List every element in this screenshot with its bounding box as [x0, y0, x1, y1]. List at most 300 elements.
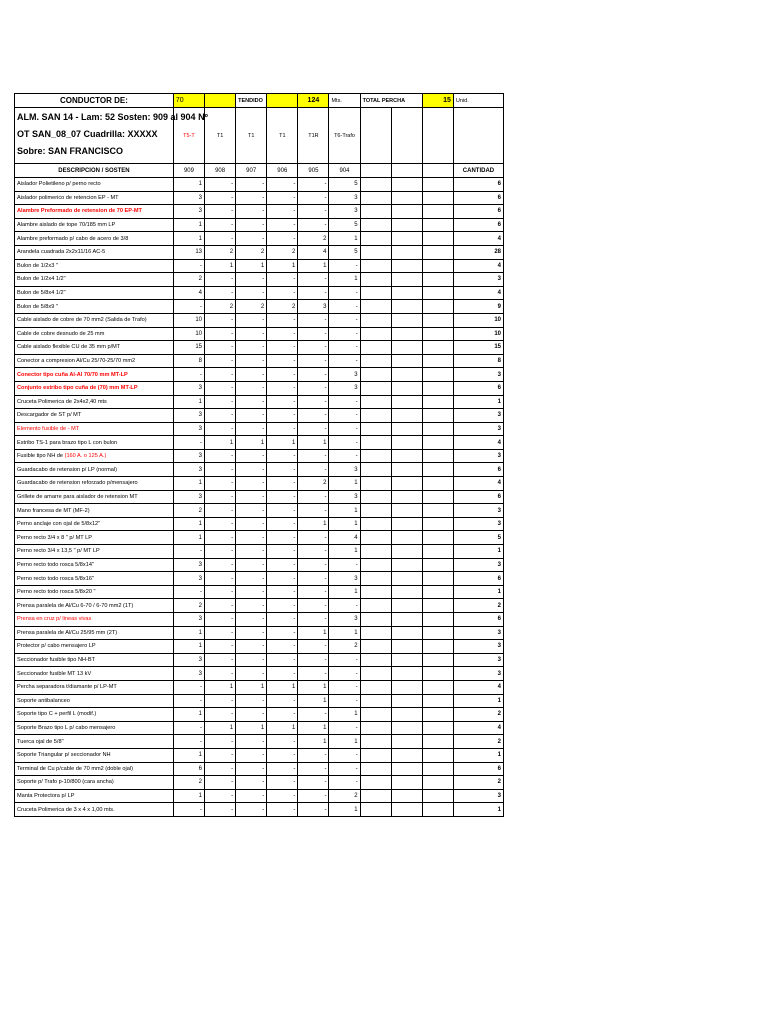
empty-cell: [360, 748, 391, 762]
item-qty-cell: 3: [298, 300, 329, 314]
item-total: 6: [453, 178, 503, 192]
item-qty-cell: -: [236, 762, 267, 776]
empty-cell: [360, 313, 391, 327]
item-qty-cell: 1: [236, 680, 267, 694]
item-qty-cell: 10: [173, 327, 204, 341]
item-total: 2: [453, 776, 503, 790]
item-qty-cell: -: [267, 613, 298, 627]
empty-cell: [422, 572, 453, 586]
item-qty-cell: -: [298, 585, 329, 599]
empty-cell: [422, 218, 453, 232]
item-qty-cell: -: [236, 803, 267, 817]
item-qty-cell: -: [236, 653, 267, 667]
item-qty-cell: -: [329, 327, 360, 341]
empty-cell: [422, 490, 453, 504]
item-qty-cell: -: [329, 776, 360, 790]
item-total: 3: [453, 504, 503, 518]
empty-cell: [360, 490, 391, 504]
item-qty-cell: -: [267, 477, 298, 491]
empty-cell: [360, 381, 391, 395]
item-description: Manta Protectora p/ LP: [15, 789, 174, 803]
item-qty-cell: -: [205, 178, 236, 192]
item-qty-cell: -: [205, 585, 236, 599]
item-qty-cell: 2: [205, 245, 236, 259]
table-row: [15, 422, 504, 436]
type-col-5: T1R: [298, 108, 329, 164]
item-qty-cell: -: [329, 558, 360, 572]
sosten-empty: [360, 164, 391, 178]
item-qty-cell: -: [267, 667, 298, 681]
item-description: Bulon de 1/2x3 ": [15, 259, 174, 273]
type-col-1: T5-T: [173, 108, 204, 164]
item-qty-cell: -: [329, 395, 360, 409]
empty-cell: [422, 368, 453, 382]
table-row: [15, 585, 504, 599]
item-total: 1: [453, 545, 503, 559]
item-qty-cell: -: [267, 232, 298, 246]
item-qty-cell: -: [298, 449, 329, 463]
empty-cell: [360, 626, 391, 640]
item-qty-cell: -: [236, 232, 267, 246]
empty-cell: [422, 585, 453, 599]
item-qty-cell: -: [329, 354, 360, 368]
item-total: 2: [453, 599, 503, 613]
item-qty-cell: -: [236, 205, 267, 219]
item-qty-cell: -: [298, 354, 329, 368]
empty-cell: [422, 762, 453, 776]
empty-cell: [391, 245, 422, 259]
item-qty-cell: -: [298, 381, 329, 395]
empty-cell: [360, 286, 391, 300]
item-description: Seccionador fusible tipo NH-BT: [15, 653, 174, 667]
item-total: 3: [453, 422, 503, 436]
item-description: Cable de cobre desnudo de 25 mm: [15, 327, 174, 341]
item-qty-cell: -: [298, 490, 329, 504]
item-total: 1: [453, 748, 503, 762]
item-qty-cell: -: [298, 205, 329, 219]
item-qty-cell: -: [298, 395, 329, 409]
item-total: 4: [453, 721, 503, 735]
item-qty-cell: -: [236, 504, 267, 518]
item-total: 28: [453, 245, 503, 259]
item-qty-cell: -: [329, 436, 360, 450]
table-row: [15, 572, 504, 586]
item-qty-cell: 3: [173, 449, 204, 463]
sosten-4: 906: [267, 164, 298, 178]
header-info-row: [15, 108, 504, 164]
empty-cell: [360, 191, 391, 205]
table-row: [15, 680, 504, 694]
item-total: 6: [453, 490, 503, 504]
item-qty-cell: -: [267, 178, 298, 192]
item-total: 3: [453, 368, 503, 382]
table-row: [15, 735, 504, 749]
type-col-2: T1: [205, 108, 236, 164]
item-description: Conjunto estribo tipo cuña de (70) mm MT-LP: [15, 381, 174, 395]
item-qty-cell: -: [236, 422, 267, 436]
item-qty-cell: 2: [329, 789, 360, 803]
item-qty-cell: 3: [173, 653, 204, 667]
item-total: 3: [453, 517, 503, 531]
item-description: Conector tipo cuña Al-Al 70/70 mm MT-LP: [15, 368, 174, 382]
item-qty-cell: -: [267, 626, 298, 640]
item-total: 15: [453, 341, 503, 355]
item-qty-cell: 13: [173, 245, 204, 259]
item-description: Fusible tipo NH de (160 A. o 125 A.): [15, 449, 174, 463]
table-row: [15, 449, 504, 463]
item-qty-cell: -: [298, 599, 329, 613]
type-col-empty: [422, 108, 453, 164]
item-qty-cell: 3: [173, 409, 204, 423]
item-qty-cell: -: [267, 640, 298, 654]
item-qty-cell: 1: [236, 721, 267, 735]
item-total: 10: [453, 327, 503, 341]
item-total: 6: [453, 572, 503, 586]
item-qty-cell: 2: [173, 776, 204, 790]
item-total: 3: [453, 789, 503, 803]
item-qty-cell: -: [267, 490, 298, 504]
item-qty-cell: -: [329, 449, 360, 463]
empty-cell: [391, 789, 422, 803]
item-qty-cell: -: [267, 341, 298, 355]
empty-cell: [422, 300, 453, 314]
sosten-empty: [422, 164, 453, 178]
empty-cell: [422, 286, 453, 300]
item-qty-cell: -: [329, 762, 360, 776]
empty-cell: [360, 613, 391, 627]
item-qty-cell: 5: [329, 178, 360, 192]
item-total: 4: [453, 232, 503, 246]
item-qty-cell: -: [329, 313, 360, 327]
item-qty-cell: 1: [298, 626, 329, 640]
item-description: Cruceta Polimerica de 2x4x2,40 mts: [15, 395, 174, 409]
item-description: Conector a compresion Al/Cu 25/70-25/70 mm2: [15, 354, 174, 368]
item-qty-cell: -: [205, 422, 236, 436]
item-qty-cell: 5: [329, 218, 360, 232]
item-total: 6: [453, 463, 503, 477]
item-qty-cell: -: [298, 463, 329, 477]
empty-cell: [391, 599, 422, 613]
item-description: Tuerca ojal de 5/8": [15, 735, 174, 749]
empty-cell: [391, 368, 422, 382]
empty-cell: [422, 517, 453, 531]
item-qty-cell: -: [205, 803, 236, 817]
item-description: Soporte Triangular p/ seccionador NH: [15, 748, 174, 762]
sosten-5: 905: [298, 164, 329, 178]
item-qty-cell: 1: [205, 721, 236, 735]
empty-cell: [391, 667, 422, 681]
empty-cell: [422, 449, 453, 463]
header-line-2: OT SAN_08_07 Cuadrilla: XXXXX: [17, 129, 158, 139]
item-qty-cell: -: [236, 381, 267, 395]
material-sheet: [14, 93, 504, 817]
empty-cell: [391, 286, 422, 300]
table-row: [15, 395, 504, 409]
item-description: Prensa paralela de Al/Cu 25/95 mm (2T): [15, 626, 174, 640]
empty-cell: [391, 762, 422, 776]
item-qty-cell: 1: [267, 680, 298, 694]
item-description: Alambre preformado p/ cabo de acero de 3/8: [15, 232, 174, 246]
empty-cell: [360, 803, 391, 817]
item-qty-cell: -: [267, 368, 298, 382]
table-row: [15, 273, 504, 287]
item-qty-cell: -: [173, 585, 204, 599]
item-description: Bulon de 1/2x4 1/2": [15, 273, 174, 287]
table-row: [15, 477, 504, 491]
empty-cell: [360, 694, 391, 708]
item-qty-cell: -: [236, 776, 267, 790]
item-qty-cell: 1: [298, 694, 329, 708]
item-description: Grillete de amarre para aislador de retension MT: [15, 490, 174, 504]
item-qty-cell: -: [205, 273, 236, 287]
item-qty-cell: -: [329, 599, 360, 613]
item-qty-cell: -: [236, 694, 267, 708]
item-qty-cell: -: [205, 694, 236, 708]
empty-cell: [360, 599, 391, 613]
item-qty-cell: -: [173, 436, 204, 450]
item-qty-cell: -: [205, 613, 236, 627]
tendido-label: TENDIDO: [236, 94, 267, 108]
item-qty-cell: 3: [329, 463, 360, 477]
empty-cell: [391, 218, 422, 232]
item-qty-cell: -: [205, 205, 236, 219]
item-qty-cell: 2: [236, 300, 267, 314]
item-description: Soporte tipo C + perfil L (modif.): [15, 708, 174, 722]
item-qty-cell: -: [298, 504, 329, 518]
item-total: 4: [453, 436, 503, 450]
item-qty-cell: -: [298, 313, 329, 327]
item-qty-cell: -: [205, 449, 236, 463]
item-description: Perno recto 3/4 x 8 " p/ MT LP: [15, 531, 174, 545]
item-qty-cell: 2: [298, 477, 329, 491]
empty-cell: [422, 436, 453, 450]
item-description: Guardacabo de retension p/ LP (normal): [15, 463, 174, 477]
item-qty-cell: 3: [329, 205, 360, 219]
item-qty-cell: -: [236, 477, 267, 491]
empty-cell: [422, 341, 453, 355]
empty-cell: [391, 776, 422, 790]
header-line-3: Sobre: SAN FRANCISCO: [17, 146, 124, 156]
item-qty-cell: 3: [173, 422, 204, 436]
empty-cell: [422, 354, 453, 368]
item-total: 3: [453, 653, 503, 667]
empty-cell: [391, 694, 422, 708]
empty-cell: [422, 599, 453, 613]
item-qty-cell: 1: [267, 436, 298, 450]
item-description: Soporte antibalanceo: [15, 694, 174, 708]
table-row: [15, 599, 504, 613]
item-qty-cell: -: [267, 531, 298, 545]
empty-cell: [422, 680, 453, 694]
sosten-6: 904: [329, 164, 360, 178]
table-row: [15, 613, 504, 627]
sosten-3: 907: [236, 164, 267, 178]
item-qty-cell: -: [205, 490, 236, 504]
table-row: [15, 368, 504, 382]
item-qty-cell: 3: [173, 205, 204, 219]
sosten-1: 909: [173, 164, 204, 178]
item-description: Soporte Brazo tipo L p/ cabo mensajero: [15, 721, 174, 735]
item-total: 3: [453, 409, 503, 423]
empty-cell: [422, 708, 453, 722]
item-qty-cell: -: [267, 572, 298, 586]
item-qty-cell: -: [205, 477, 236, 491]
empty-cell: [360, 368, 391, 382]
item-qty-cell: -: [267, 449, 298, 463]
item-qty-cell: -: [298, 531, 329, 545]
item-qty-cell: -: [236, 531, 267, 545]
total-percha-value: 15: [422, 94, 453, 108]
header-sosten-row: [15, 164, 504, 178]
empty-cell: [422, 463, 453, 477]
item-qty-cell: -: [236, 517, 267, 531]
item-total: 1: [453, 803, 503, 817]
empty-cell: [391, 680, 422, 694]
empty-cell: [360, 558, 391, 572]
item-qty-cell: -: [205, 232, 236, 246]
item-description: Perno recto todo rosca 5/8x20 ": [15, 585, 174, 599]
item-qty-cell: -: [329, 721, 360, 735]
item-qty-cell: -: [329, 409, 360, 423]
table-row: [15, 776, 504, 790]
empty-cell: [391, 626, 422, 640]
item-total: 3: [453, 558, 503, 572]
empty-cell: [391, 436, 422, 450]
item-qty-cell: -: [236, 341, 267, 355]
empty-cell: [422, 735, 453, 749]
item-qty-cell: -: [267, 653, 298, 667]
table-row: [15, 463, 504, 477]
item-qty-cell: -: [267, 381, 298, 395]
item-description: Aislador polimerico de retencion EP - MT: [15, 191, 174, 205]
item-qty-cell: 1: [329, 585, 360, 599]
empty-cell: [360, 667, 391, 681]
item-qty-cell: -: [173, 721, 204, 735]
empty-cell: [360, 531, 391, 545]
empty-cell: [422, 776, 453, 790]
item-qty-cell: -: [205, 762, 236, 776]
item-qty-cell: 1: [267, 721, 298, 735]
item-qty-cell: -: [205, 368, 236, 382]
item-qty-cell: 1: [329, 504, 360, 518]
item-description: Perno recto todo rosca 5/8x16": [15, 572, 174, 586]
empty-cell: [360, 245, 391, 259]
item-qty-cell: -: [205, 748, 236, 762]
item-qty-cell: -: [205, 381, 236, 395]
item-qty-cell: 1: [173, 626, 204, 640]
item-qty-cell: -: [236, 748, 267, 762]
table-row: [15, 721, 504, 735]
item-qty-cell: 5: [329, 245, 360, 259]
table-row: [15, 232, 504, 246]
item-qty-cell: -: [173, 735, 204, 749]
item-qty-cell: -: [236, 789, 267, 803]
item-qty-cell: 3: [173, 490, 204, 504]
item-total: 2: [453, 708, 503, 722]
item-qty-cell: 3: [173, 191, 204, 205]
item-qty-cell: 1: [173, 789, 204, 803]
item-total: 9: [453, 300, 503, 314]
empty-cell: [360, 776, 391, 790]
item-qty-cell: 2: [267, 300, 298, 314]
type-col-empty: [453, 108, 503, 164]
type-col-empty: [360, 108, 391, 164]
conductor-fill: [205, 94, 236, 108]
empty-cell: [422, 531, 453, 545]
item-qty-cell: 1: [173, 232, 204, 246]
empty-cell: [422, 640, 453, 654]
empty-cell: [422, 803, 453, 817]
item-qty-cell: 3: [329, 191, 360, 205]
table-row: [15, 191, 504, 205]
item-qty-cell: -: [205, 409, 236, 423]
item-qty-cell: -: [236, 463, 267, 477]
item-qty-cell: 1: [329, 626, 360, 640]
item-qty-cell: -: [329, 667, 360, 681]
item-qty-cell: 2: [173, 504, 204, 518]
tendido-fill: [267, 94, 298, 108]
empty-cell: [391, 205, 422, 219]
empty-cell: [422, 245, 453, 259]
item-qty-cell: 3: [173, 572, 204, 586]
item-description: Descargador de ST p/ MT: [15, 409, 174, 423]
empty-cell: [422, 504, 453, 518]
item-qty-cell: -: [298, 368, 329, 382]
empty-cell: [360, 409, 391, 423]
empty-cell: [360, 680, 391, 694]
item-qty-cell: 1: [298, 517, 329, 531]
table-row: [15, 178, 504, 192]
empty-cell: [360, 463, 391, 477]
item-total: 3: [453, 626, 503, 640]
empty-cell: [360, 300, 391, 314]
empty-cell: [391, 517, 422, 531]
item-qty-cell: -: [298, 803, 329, 817]
item-total: 6: [453, 218, 503, 232]
item-total: 4: [453, 680, 503, 694]
item-qty-cell: -: [329, 422, 360, 436]
item-qty-cell: 6: [173, 762, 204, 776]
cantidad-label: CANTIDAD: [453, 164, 503, 178]
table-row: [15, 558, 504, 572]
item-qty-cell: -: [267, 776, 298, 790]
item-qty-cell: 1: [329, 477, 360, 491]
item-qty-cell: -: [236, 368, 267, 382]
item-total: 4: [453, 286, 503, 300]
item-qty-cell: -: [236, 191, 267, 205]
item-description: Cable aislado de cobre de 70 mm2 (Salida de Trafo): [15, 313, 174, 327]
empty-cell: [360, 653, 391, 667]
tendido-value: 124: [298, 94, 329, 108]
item-description: Perno recto 3/4 x 13,5 " p/ MT LP: [15, 545, 174, 559]
item-qty-cell: -: [205, 640, 236, 654]
conductor-value: 70: [173, 94, 204, 108]
empty-cell: [422, 667, 453, 681]
table-row: [15, 626, 504, 640]
item-qty-cell: -: [298, 776, 329, 790]
item-qty-cell: -: [329, 300, 360, 314]
item-qty-cell: 1: [236, 259, 267, 273]
item-qty-cell: 1: [173, 531, 204, 545]
item-qty-cell: -: [236, 640, 267, 654]
empty-cell: [360, 218, 391, 232]
item-qty-cell: -: [298, 708, 329, 722]
item-total: 3: [453, 273, 503, 287]
item-qty-cell: 2: [236, 245, 267, 259]
table-row: [15, 803, 504, 817]
item-qty-cell: -: [267, 599, 298, 613]
item-qty-cell: 3: [329, 572, 360, 586]
